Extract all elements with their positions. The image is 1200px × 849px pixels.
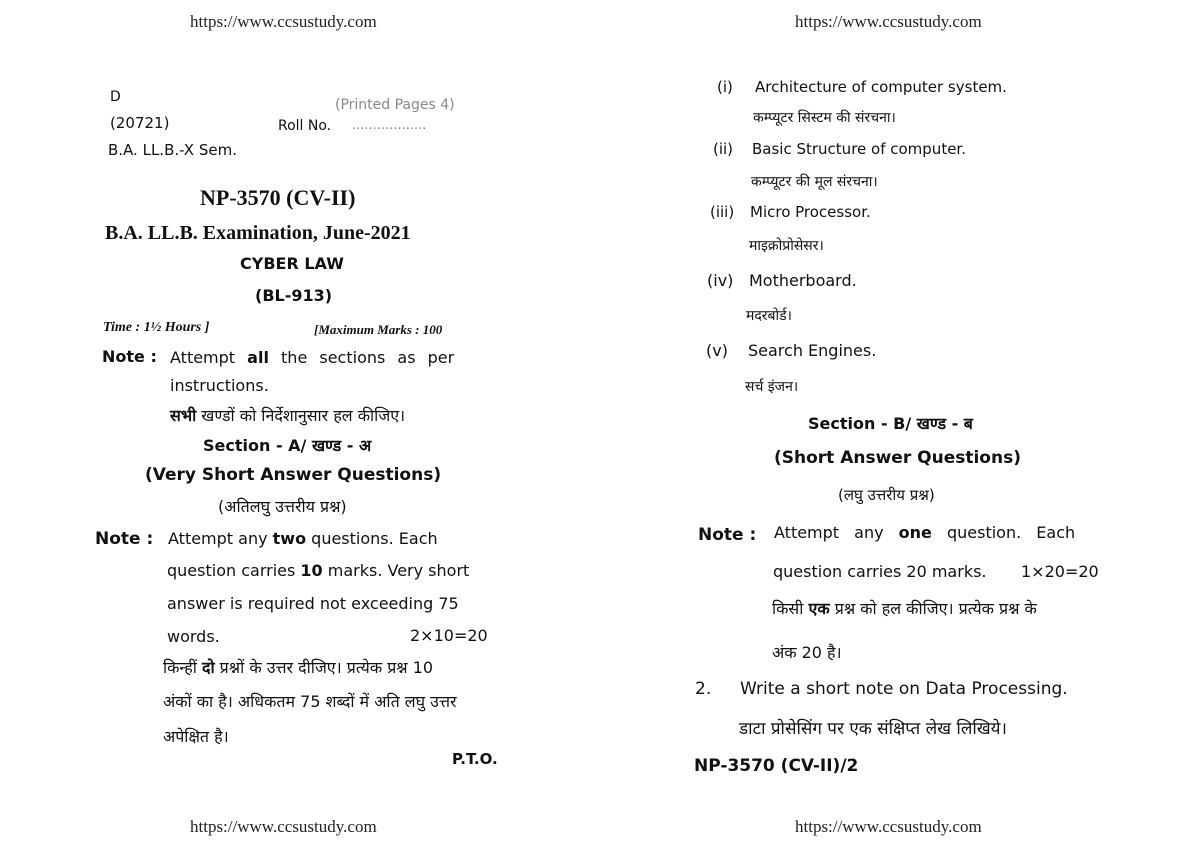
note2-line4: words. [167,627,220,646]
note-hindi-pre: किसी [772,599,809,618]
note2-hindi-bold: दो [201,658,215,677]
paper-code: NP-3570 (CV-II) [200,185,356,210]
note2-line2 [167,561,469,580]
note1-label: Note : [102,347,157,366]
note2-line1 [168,529,438,548]
item-num: (i) [717,78,733,96]
item-hindi: सर्च इंजन। [745,379,799,395]
note2-line2-bold: 10 [300,561,323,580]
note-hindi-bold: एक [808,599,830,618]
question-number: 2. [695,679,712,699]
item-english: Architecture of computer system. [755,78,1007,96]
note-text-post: question. Each [931,523,1076,542]
footer-paper-code: NP-3570 (CV-II)/2 [694,756,859,776]
item-hindi: कम्प्यूटर की मूल संरचना। [751,174,878,190]
note-bold: one [898,523,932,542]
header-url-right: https://www.ccsustudy.com [795,12,982,31]
note1-text-post: the sections as per [281,348,455,367]
note-line2: question carries 20 marks. [773,562,987,581]
note2-hindi-pre: किन्हीं [163,658,202,677]
footer-url-right: https://www.ccsustudy.com [795,817,982,836]
note1-line1 [170,348,454,367]
roll-number-blank: .................. [352,118,427,133]
note2-bold: two [272,529,307,548]
paper-id: (20721) [110,114,170,132]
question-hindi: डाटा प्रोसेसिंग पर एक संक्षिप्त लेख लिखिये। [739,719,1007,739]
item-english: Search Engines. [748,341,877,360]
note2-hindi-line3: अपेक्षित है। [163,727,229,746]
very-short-title: (Very Short Answer Questions) [145,465,442,485]
note2-label: Note : [95,529,154,549]
very-short-hindi: (अतिलघु उत्तरीय प्रश्न) [218,497,347,516]
item-hindi: मदरबोर्ड। [746,308,792,324]
subject-code: (BL-913) [255,286,333,305]
pto-marker: P.T.O. [452,750,498,768]
printed-pages: (Printed Pages 4) [335,97,455,113]
item-english: Basic Structure of computer. [752,140,966,158]
note2-hindi-line1 [163,656,433,678]
item-num: (ii) [713,140,734,158]
subject-title: CYBER LAW [240,254,344,273]
note2-line3: answer is required not exceeding 75 [167,594,459,613]
note2-text-pre: Attempt any [168,529,273,548]
item-num: (iii) [710,203,735,221]
note-line1 [774,523,1075,542]
item-hindi: कम्प्यूटर सिस्टम की संरचना। [753,110,896,126]
item-english: Motherboard. [749,271,857,290]
question-english: Write a short note on Data Processing. [740,679,1068,699]
note2-hindi-line2: अंकों का है। अधिकतम 75 शब्दों में अति लघु उत्तर [163,692,457,711]
note-label: Note : [698,525,757,545]
note-hindi-post: प्रश्न को हल कीजिए। प्रत्येक प्रश्न के [829,599,1037,618]
item-english: Micro Processor. [750,203,871,221]
note1-hindi-rest: खण्डों को निर्देशानुसार हल कीजिए। [196,406,406,425]
note1-text: Attempt [170,348,236,367]
short-title: (Short Answer Questions) [774,448,1021,468]
note2-line2-pre: question carries [167,561,301,580]
course-name: B.A. LL.B.-X Sem. [108,141,237,159]
maximum-marks: [Maximum Marks : 100 [314,322,443,337]
item-num: (v) [706,341,728,360]
item-num: (iv) [707,271,734,290]
header-url-left: https://www.ccsustudy.com [190,12,377,31]
note2-text-post: questions. Each [306,529,438,548]
section-a-heading: Section - A/ खण्ड - अ [203,436,372,455]
note2-line2-post: marks. Very short [322,561,470,580]
time-allowed: Time : 1½ Hours ] [103,320,210,335]
note1-hindi [170,404,405,426]
note2-marks: 2×10=20 [410,626,488,645]
item-hindi: माइक्रोप्रोसेसर। [749,238,824,254]
footer-url-left: https://www.ccsustudy.com [190,817,377,836]
short-hindi: (लघु उत्तरीय प्रश्न) [838,486,935,504]
note-hindi-line1 [772,597,1037,619]
note-hindi-line2: अंक 20 है। [772,643,842,662]
roll-label: Roll No. [278,118,332,134]
note1-bold: all [247,348,269,367]
note-marks: 1×20=20 [1021,562,1099,581]
note2-hindi-post: प्रश्नों के उत्तर दीजिए। प्रत्येक प्रश्न 10 [214,658,434,677]
exam-title: B.A. LL.B. Examination, June-2021 [105,222,411,244]
section-b-heading: Section - B/ खण्ड - ब [808,414,973,433]
note1-line2: instructions. [170,376,269,395]
note-text-pre: Attempt any [774,523,899,542]
note1-hindi-bold: सभी [170,406,197,425]
code-letter: D [110,89,121,105]
